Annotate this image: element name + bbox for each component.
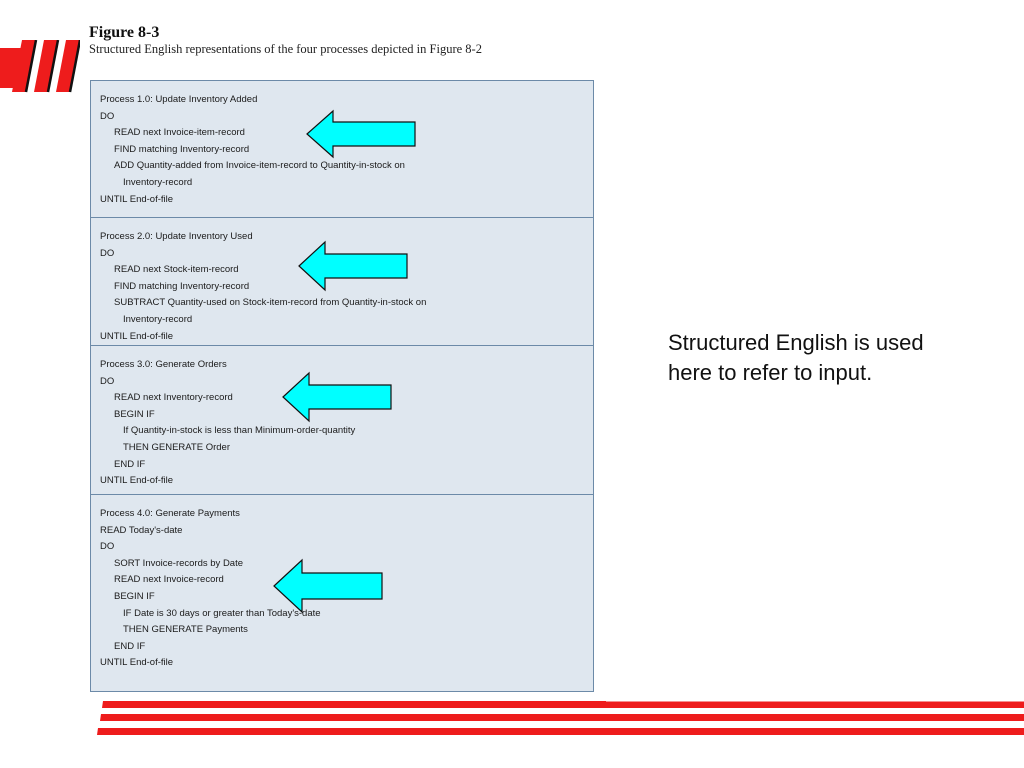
code-line: SUBTRACT Quantity-used on Stock-item-record from Quantity-in-stock on [114,297,427,309]
code-line: DO [100,110,115,122]
code-line: UNTIL End-of-file [100,475,174,487]
code-line: READ Today's-date [100,524,183,536]
code-line: ADD Quantity-added from Invoice-item-record to Quantity-in-stock on [114,160,405,172]
code-line: UNTIL End-of-file [100,330,174,342]
code-line: DO [100,541,115,553]
code-line: READ next Invoice-record [114,574,224,586]
figure-title: Figure 8-3 [89,24,160,41]
code-line: Inventory-record [123,177,193,188]
code-line: Process 2.0: Update Inventory Used [100,231,253,242]
left-arrow-icon [305,109,417,159]
code-line: END IF [114,458,146,470]
left-arrow-icon [272,558,384,614]
code-line: THEN GENERATE Payments [123,624,248,636]
left-arrow-icon [297,240,409,292]
code-line: BEGIN IF [114,591,155,602]
annotation-note: Structured English is used here to refer to input. [668,330,924,385]
figure-caption: Structured English representations of the four processes depicted in Figure 8-2 [89,42,482,56]
code-line: Process 4.0: Generate Payments [100,508,240,519]
code-line: SORT Invoice-records by Date [114,557,244,569]
code-line: Inventory-record [123,314,193,325]
code-line: FIND matching Inventory-record [114,280,250,292]
code-line: READ next Invoice-item-record [114,127,245,139]
code-line: Process 1.0: Update Inventory Added [100,94,258,105]
code-line: BEGIN IF [114,408,155,420]
code-line: READ next Stock-item-record [114,264,239,276]
code-line: UNTIL End-of-file [100,193,174,205]
code-line: Process 3.0: Generate Orders [100,359,227,370]
code-line: If Quantity-in-stock is less than Minimum-order-quantity [123,425,356,437]
code-line: DO [100,247,115,259]
code-line: IF Date is 30 days or greater than Today's-date [123,607,321,619]
code-line: UNTIL End-of-file [100,657,174,669]
code-line: END IF [114,640,146,652]
code-line: FIND matching Inventory-record [114,143,250,155]
left-arrow-icon [281,371,393,423]
code-line: READ next Inventory-record [114,392,233,404]
code-line: DO [100,375,115,387]
code-line: THEN GENERATE Order [123,442,230,453]
red-bars-logo [0,40,80,100]
